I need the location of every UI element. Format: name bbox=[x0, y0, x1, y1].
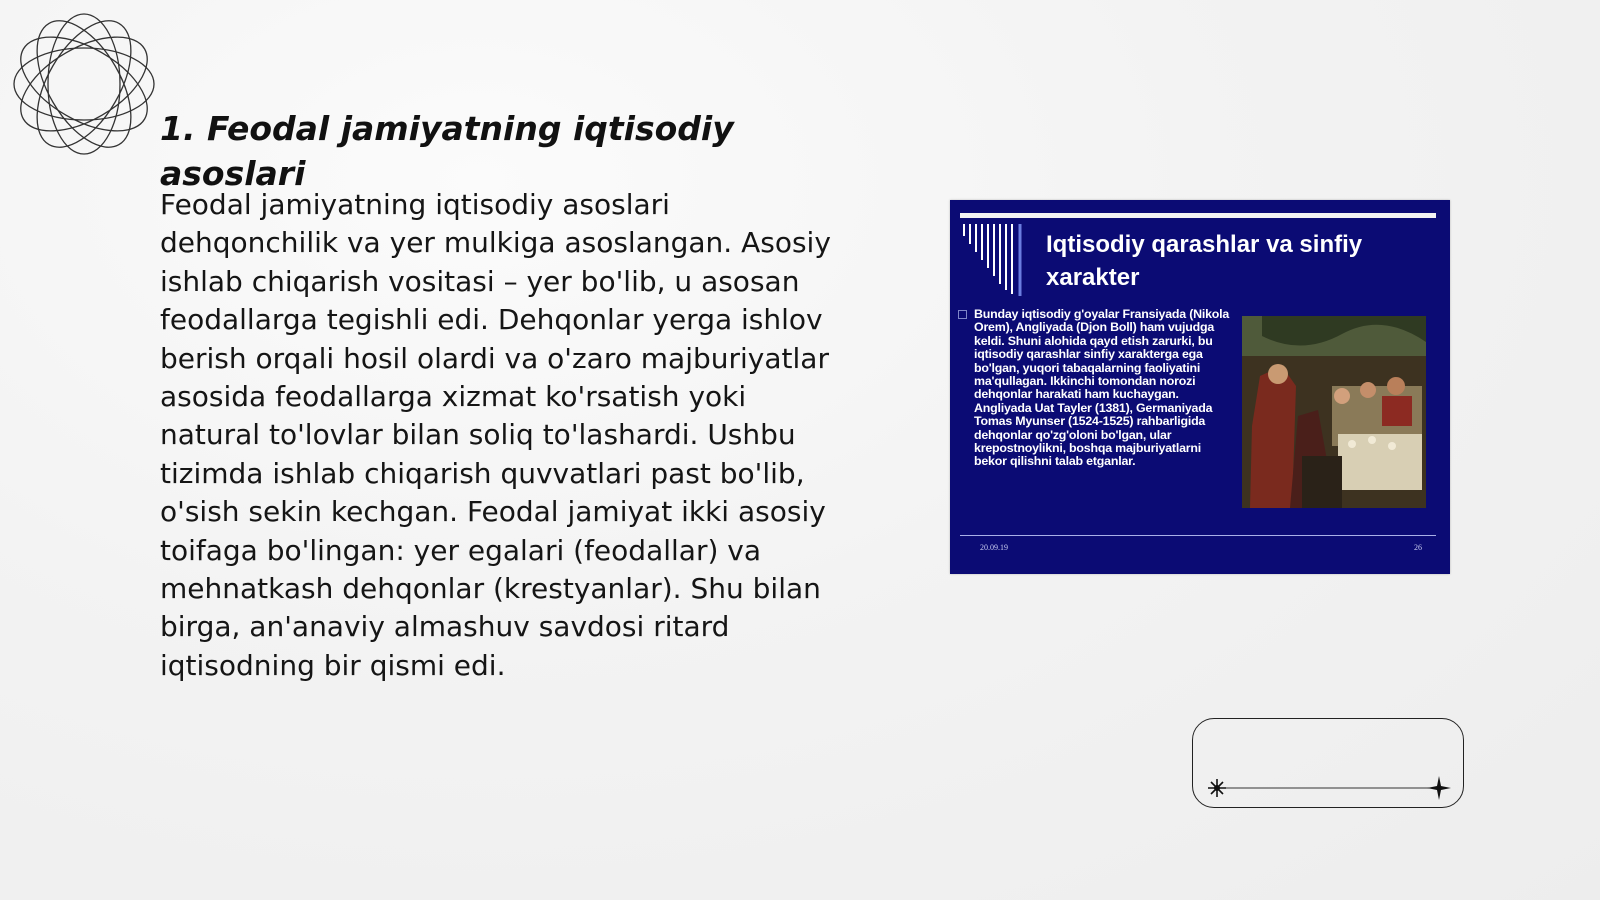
embedded-slide-body: Bunday iqtisodiy g'oyalar Fransiyada (Nikola Orem), Angliyada (Djon Boll) ham vujudga keldi. Shuni alohida qayd etish zarurki, bu iqtisodiy qarashlar sinfiy xarakterga ega bo'lgan, yuqori tabaqalarning faoliyatini ma'qullagan. Ikkinchi tomondan norozi dehqonlar harakati ham kuchaygan. Angliyada Uat Tayler (1381), Germaniyada Tomas Myunser (1524-1525) rahbarligida dehqonlar qo'zg'oloni bo'lgan, ular krepostnoylikni, boshqa majburiyatlarni bekor qilishni talab etganlar. bbox=[974, 307, 1230, 469]
stripes-ornament-icon bbox=[960, 222, 1032, 298]
star-icon bbox=[1193, 719, 1465, 809]
embedded-slide-page-number: 26 bbox=[1414, 543, 1422, 552]
bullet-square-icon bbox=[958, 310, 967, 319]
embedded-slide-title: Iqtisodiy qarashlar va sinfiy xarakter bbox=[1046, 231, 1363, 291]
decorative-frame bbox=[1192, 718, 1464, 808]
embedded-slide-date: 20.09.19 bbox=[980, 543, 1008, 552]
slide-body-text: Feodal jamiyatning iqtisodiy asoslari dehqonchilik va yer mulkiga asoslangan. Asosiy ishlab chiqarish vositasi – yer bo'lib, u asosan feodallarga tegishli edi. Dehqonlar yerga ishlov berish orqali hosil olardi va o'zaro majburiyatlar asosida feodallarga xizmat ko'rsatish yoki natural to'lovlar bilan soliq to'lashardi. Ushbu tizimda ishlab chiqarish quvvatlari past bo'lib, o'sish sekin kechgan. Feodal jamiyat ikki asosiy toifaga bo'lingan: yer egalari (feodallar) va mehnatkash dehqonlar (krestyanlar). Shu bilan birga, an'anaviy almashuv savdosi ritard iqtisodning bir qismi edi. bbox=[160, 188, 831, 682]
embedded-slide-image bbox=[950, 200, 1450, 574]
slide-title: 1. Feodal jamiyatning iqtisodiy asoslari bbox=[160, 109, 734, 193]
slide-bottom-rule bbox=[960, 535, 1436, 536]
painting-image bbox=[1242, 316, 1426, 508]
slide-top-rule bbox=[960, 213, 1436, 218]
circles-ornament-icon bbox=[8, 8, 160, 160]
